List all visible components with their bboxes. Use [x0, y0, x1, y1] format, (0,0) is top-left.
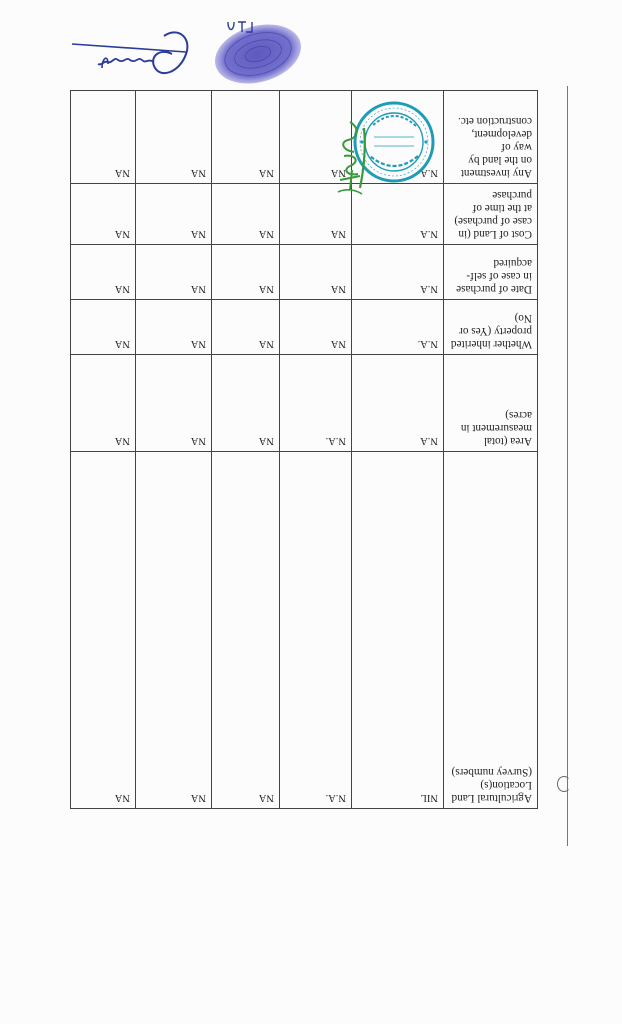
table-row	[71, 452, 538, 809]
page-edge-line	[567, 86, 568, 846]
table-cell: NA	[136, 355, 212, 452]
header-investment: Any investment on the land by way of development, construction etc.	[444, 91, 538, 184]
table-cell: NA	[71, 452, 136, 809]
table-cell: NA	[280, 91, 352, 184]
table-cell: NA	[136, 91, 212, 184]
header-area: Area (total measurement in acres)	[444, 355, 538, 452]
table-cell: NA	[71, 245, 136, 300]
table-cell: NA	[71, 184, 136, 245]
margin-mark	[557, 776, 571, 792]
header-cost: Cost of Land (in case of purchase) at the time of purchase	[444, 184, 538, 245]
table-cell: N.A	[352, 245, 444, 300]
table-cell: NA	[71, 300, 136, 355]
handwritten-date	[330, 118, 370, 198]
table-cell: NA	[212, 91, 280, 184]
table-row	[71, 184, 538, 245]
table-cell: N.A	[352, 355, 444, 452]
table-cell: N.A.	[352, 300, 444, 355]
table-cell: NA	[71, 355, 136, 452]
table-cell: N.A.	[280, 452, 352, 809]
table-cell: NA	[71, 91, 136, 184]
table-row	[71, 300, 538, 355]
table-cell: NA	[212, 355, 280, 452]
table-cell: NA	[280, 245, 352, 300]
table-cell: NA	[212, 245, 280, 300]
table-cell: N.A	[352, 184, 444, 245]
header-inherited: Whether inherited property (Yes or No)	[444, 300, 538, 355]
table-cell: NA	[212, 300, 280, 355]
table-row	[71, 91, 538, 184]
table-row	[71, 355, 538, 452]
table-cell: NA	[136, 245, 212, 300]
table-cell: NA	[280, 184, 352, 245]
table-cell: NA	[136, 300, 212, 355]
handwritten-initials	[226, 18, 256, 38]
table-cell: N.A.	[280, 355, 352, 452]
table-cell: NA	[212, 452, 280, 809]
header-purchase-date: Date of purchase in case of self-acquired	[444, 245, 538, 300]
handwritten-signature	[68, 18, 196, 84]
table-cell: NA	[212, 184, 280, 245]
table-cell: NA	[136, 184, 212, 245]
header-location: Agricultural Land Location(s) (Survey numbers)	[444, 452, 538, 809]
table-cell: N.A	[352, 91, 444, 184]
agricultural-land-table	[70, 90, 538, 809]
table-cell: NA	[280, 300, 352, 355]
table-cell: NIL	[352, 452, 444, 809]
table-row	[71, 245, 538, 300]
table-cell: NA	[136, 452, 212, 809]
